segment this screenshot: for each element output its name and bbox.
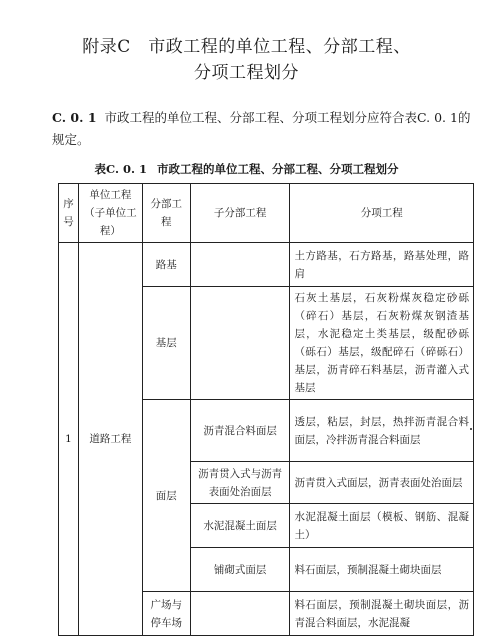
header-division: 分部工程 (142, 184, 190, 243)
clause-paragraph (52, 107, 472, 151)
appendix-title (0, 34, 493, 86)
item-cell: 沥青贯入式面层，沥青表面处治面层 (290, 462, 474, 504)
appendix-title-line2: 分项工程划分 (194, 63, 299, 83)
division-cell: 广场与停车场 (142, 592, 190, 636)
unit-cell: 道路工程 (78, 243, 142, 636)
clause-number: C. 0. 1 (52, 110, 97, 125)
table-caption (0, 161, 493, 177)
table-header-row (59, 184, 474, 243)
stray-mark (470, 428, 472, 430)
subdivision-cell (190, 592, 290, 636)
subdivision-cell: 沥青贯入式与沥青表面处治面层 (190, 462, 290, 504)
appendix-title-line1: 附录C 市政工程的单位工程、分部工程、 (82, 37, 411, 57)
header-subdivision: 子分部工程 (190, 184, 290, 243)
item-cell: 土方路基，石方路基，路基处理，路肩 (290, 243, 474, 287)
subdivision-cell: 水泥混凝土面层 (190, 504, 290, 548)
subdivision-cell: 铺砌式面层 (190, 548, 290, 592)
header-unit: 单位工程（子单位工程） (78, 184, 142, 243)
clause-text: 市政工程的单位工程、分部工程、分项工程划分应符合表C. 0. 1的规定。 (52, 110, 471, 147)
item-cell: 透层，粘层，封层，热拌沥青混合料面层，冷拌沥青混合料面层 (290, 400, 474, 462)
header-seq: 序号 (59, 184, 79, 243)
table-caption-title: 市政工程的单位工程、分部工程、分项工程划分 (156, 162, 399, 176)
subdivision-cell (190, 243, 290, 287)
table-caption-number: 表C. 0. 1 (94, 162, 147, 176)
division-cell: 路基 (142, 243, 190, 287)
division-table (58, 183, 474, 636)
division-cell: 面层 (142, 400, 190, 592)
division-cell: 基层 (142, 287, 190, 400)
item-cell: 水泥混凝土面层（模板、钢筋、混凝土） (290, 504, 474, 548)
item-cell: 料石面层，预制混凝土砌块面层 (290, 548, 474, 592)
subdivision-cell: 沥青混合料面层 (190, 400, 290, 462)
table-row (59, 243, 474, 287)
header-item: 分项工程 (290, 184, 474, 243)
subdivision-cell (190, 287, 290, 400)
seq-cell: 1 (59, 243, 79, 636)
item-cell: 石灰土基层，石灰粉煤灰稳定砂砾（碎石）基层，石灰粉煤灰钢渣基层，水泥稳定土类基层，级配砂砾（砾石）基层，级配碎石（碎砾石）基层，沥青碎石料基层，沥青灌入式基层 (290, 287, 474, 400)
item-cell: 料石面层，预制混凝土砌块面层，沥青混合料面层，水泥混凝 (290, 592, 474, 636)
